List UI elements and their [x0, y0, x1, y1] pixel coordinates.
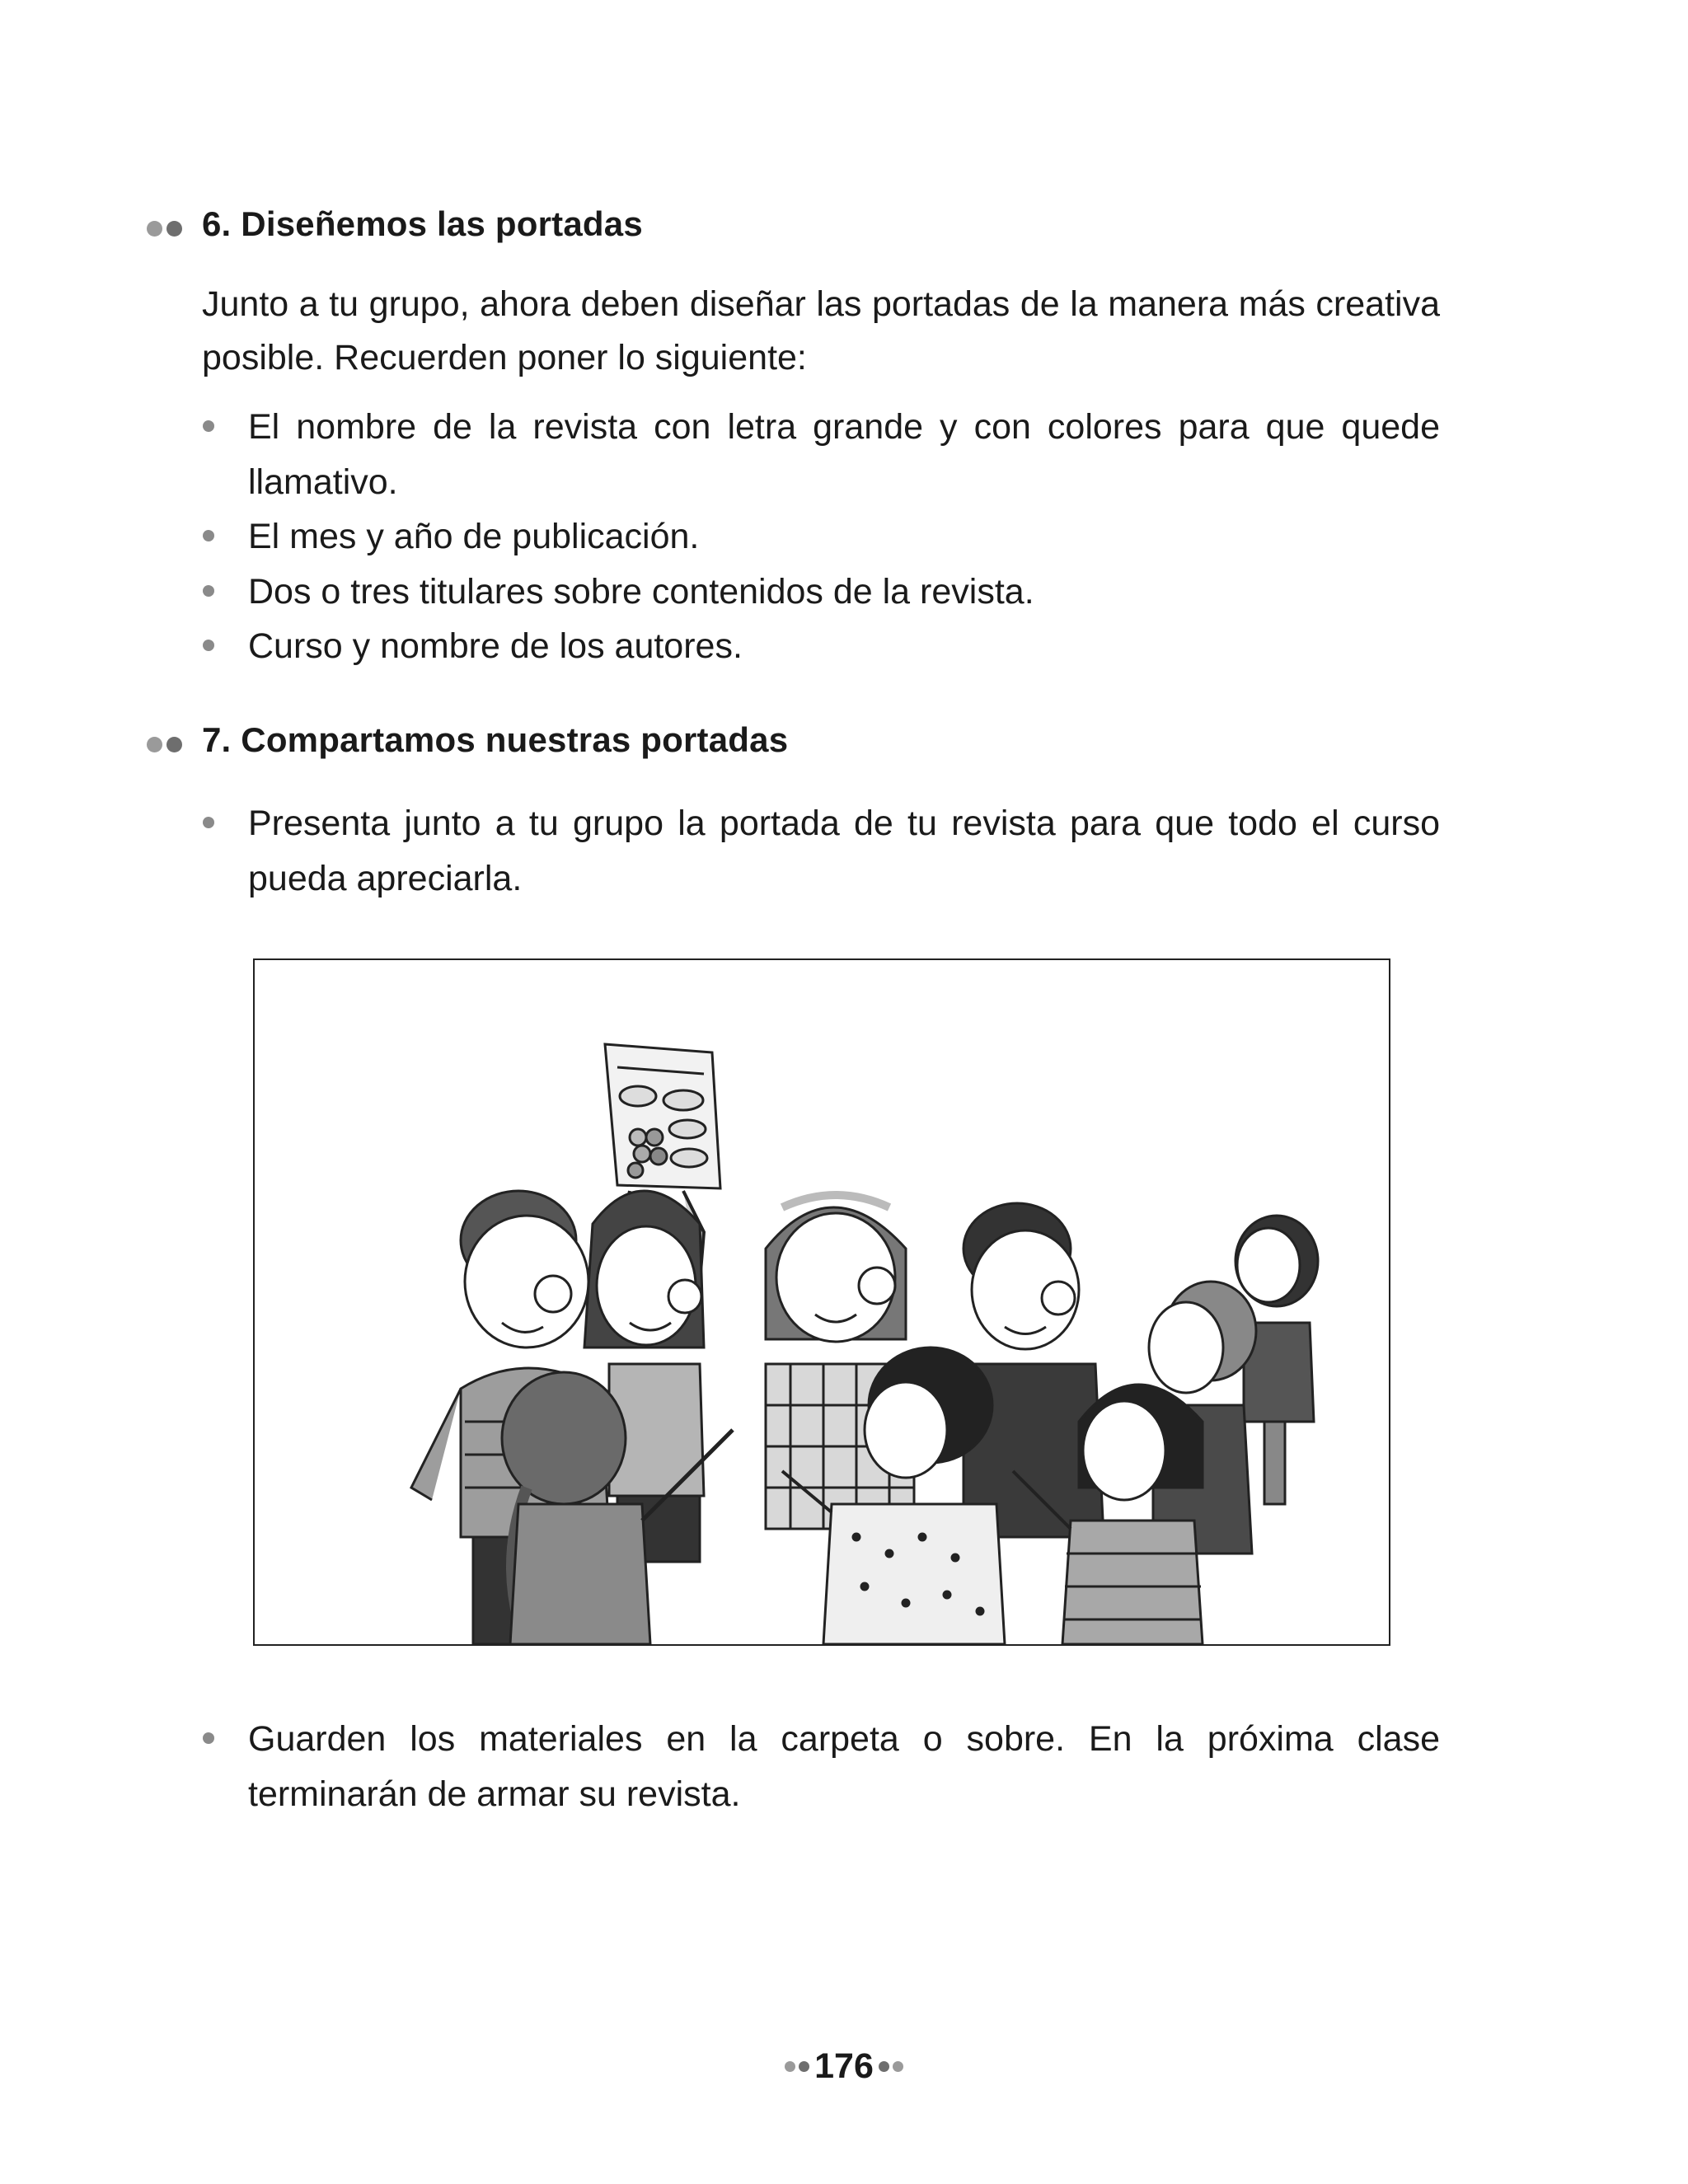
- section-7-item-1: Presenta junto a tu grupo la portada de tu revista para que todo el curso pueda apreciarla.: [248, 804, 1440, 898]
- page-dot-icon: [893, 2061, 903, 2072]
- bullet-icon: [203, 640, 214, 651]
- section-7-item-2: Guarden los materiales en la carpeta o sobre. En la próxima clase terminarán de armar su revista.: [248, 1719, 1440, 1814]
- section-7-heading: 7. Compartamos nuestras portadas: [202, 720, 789, 759]
- section-6-heading: 6. Diseñemos las portadas: [202, 204, 643, 243]
- bullet-icon: [203, 420, 214, 432]
- section-6-item-1: El nombre de la revista con letra grande y con colores para que quede llamativo.: [248, 407, 1440, 502]
- illustration-children-with-magazine: [253, 958, 1390, 1646]
- children-group-drawing: [255, 960, 1389, 1644]
- bullet-icon: [203, 817, 214, 828]
- section-6-item-2: El mes y año de publicación.: [248, 517, 700, 556]
- bullet-icon: [203, 530, 214, 541]
- section-6-intro: Junto a tu grupo, ahora deben diseñar las portadas de la manera más creativa posible. Recuerden poner lo siguiente:: [202, 284, 1440, 377]
- magazine-cover-drawing: [605, 1044, 720, 1188]
- page-dot-icon: [799, 2061, 809, 2072]
- page-number-text: 176: [814, 2046, 874, 2086]
- section-7-dots-icon: [147, 735, 188, 752]
- section-6-item-3: Dos o tres titulares sobre contenidos de la revista.: [248, 572, 1034, 612]
- section-6-item-4: Curso y nombre de los autores.: [248, 626, 743, 666]
- page-number: [0, 2046, 1688, 2087]
- bullet-icon: [203, 1732, 214, 1744]
- page-dot-icon: [879, 2061, 889, 2072]
- bullet-icon: [203, 585, 214, 597]
- page-dot-icon: [785, 2061, 795, 2072]
- section-6-dots-icon: [147, 219, 188, 236]
